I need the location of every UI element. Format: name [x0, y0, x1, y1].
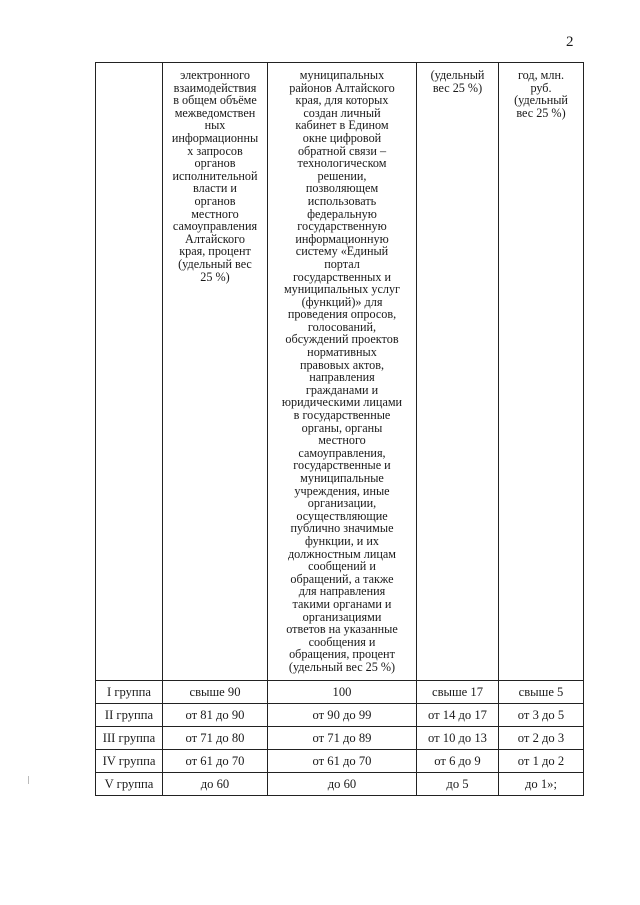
table-cell: 100 — [268, 681, 417, 704]
table-cell: от 3 до 5 — [499, 704, 584, 727]
page-number: 2 — [566, 34, 574, 50]
table-cell: от 90 до 99 — [268, 704, 417, 727]
table-cell: электронного взаимодействия в общем объёме межведомствен ных информационны х запросов органов исполнительной власти и органов местного самоуправления Алтайского края, процент (удельный вес 25 %) — [163, 63, 268, 681]
table-cell: до 60 — [163, 773, 268, 796]
table-cell — [96, 63, 163, 681]
table-cell: до 5 — [417, 773, 499, 796]
table-cell: муниципальных районов Алтайского края, для которых создан личный кабинет в Едином окне цифровой обратной связи – технологическом решении, позволяющем использовать федеральную государственную информационную систему «Единый портал государственных и муниципальных услуг (функций)» для проведения опросов, голосований, обсуждений проектов нормативных правовых актов, направления гражданами и юридическими лицами в государственные органы, органы местного самоуправления, государственные и муниципальные учреждения, иные организации, осуществляющие публично значимые функции, и их должностным лицам сообщений и обращений, а также для направления такими органами и организациями ответов на указанные сообщения и обращения, процент (удельный вес 25 %) — [268, 63, 417, 681]
group-label: III группа — [96, 727, 163, 750]
table-cell: до 1»; — [499, 773, 584, 796]
table-row — [96, 704, 584, 727]
table-cell: от 71 до 89 — [268, 727, 417, 750]
criteria-table — [95, 62, 584, 796]
table-row — [96, 773, 584, 796]
group-label: V группа — [96, 773, 163, 796]
group-label: I группа — [96, 681, 163, 704]
table-row — [96, 750, 584, 773]
table-row — [96, 681, 584, 704]
table-cell: от 61 до 70 — [163, 750, 268, 773]
table-cell: свыше 90 — [163, 681, 268, 704]
table-cell: от 61 до 70 — [268, 750, 417, 773]
table-continuation-row — [96, 63, 584, 681]
table-cell: от 10 до 13 — [417, 727, 499, 750]
table-cell: до 60 — [268, 773, 417, 796]
table-cell: от 1 до 2 — [499, 750, 584, 773]
scan-artifact — [28, 776, 29, 784]
group-label: II группа — [96, 704, 163, 727]
table-cell: свыше 5 — [499, 681, 584, 704]
table-cell: от 71 до 80 — [163, 727, 268, 750]
table-cell: свыше 17 — [417, 681, 499, 704]
table-cell: от 14 до 17 — [417, 704, 499, 727]
table-cell: (удельный вес 25 %) — [417, 63, 499, 681]
table-row — [96, 727, 584, 750]
table-cell: от 6 до 9 — [417, 750, 499, 773]
group-label: IV группа — [96, 750, 163, 773]
table-cell: от 81 до 90 — [163, 704, 268, 727]
table-cell: от 2 до 3 — [499, 727, 584, 750]
table-cell: год, млн. руб. (удельный вес 25 %) — [499, 63, 584, 681]
